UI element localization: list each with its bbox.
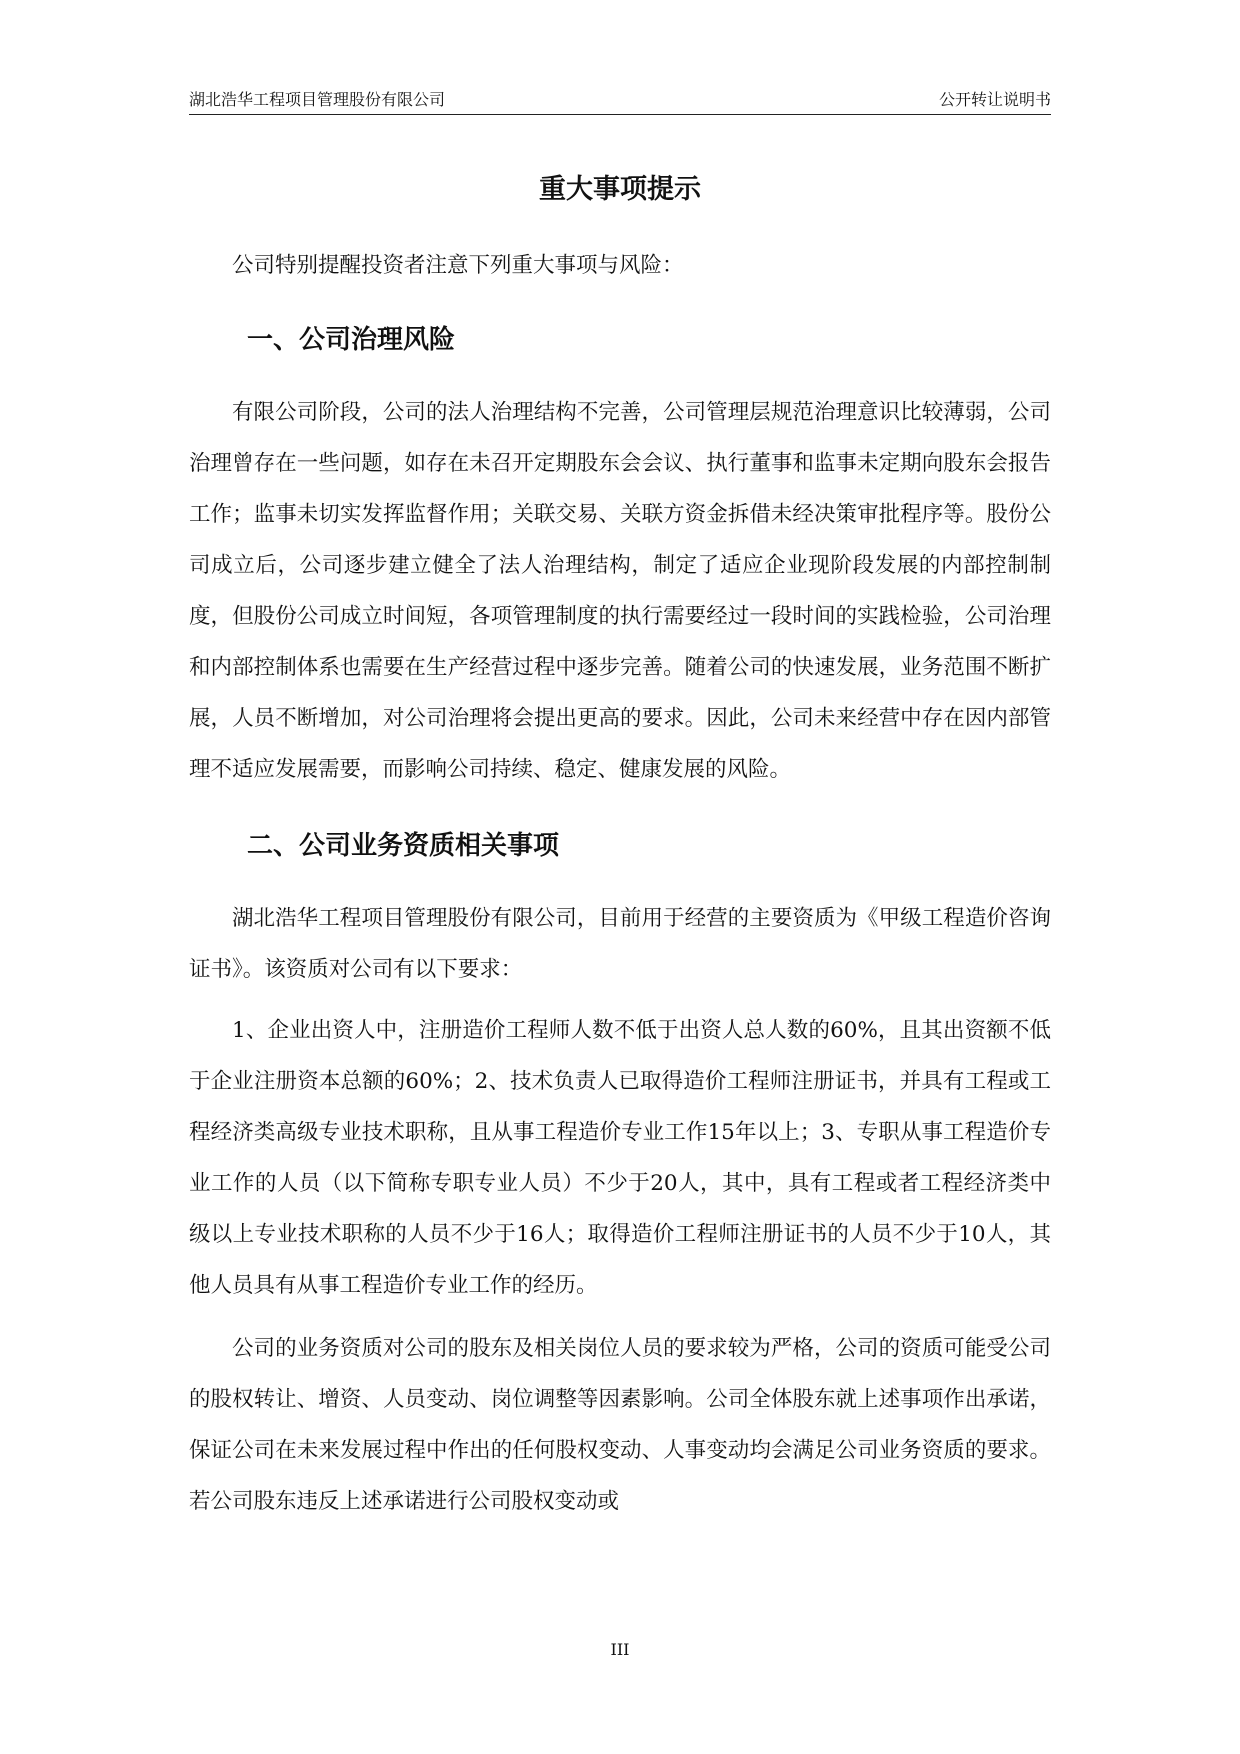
page-title: 重大事项提示 xyxy=(539,174,701,205)
section-heading-qualification: 二、公司业务资质相关事项 xyxy=(247,831,560,861)
section-heading-governance-risk: 一、公司治理风险 xyxy=(247,325,456,355)
header-doc-type: 公开转让说明书 xyxy=(938,90,1051,109)
document-body xyxy=(189,240,1051,1527)
section-paragraph: 湖北浩华工程项目管理股份有限公司，目前用于经营的主要资质为《甲级工程造价咨询证书》。该资质对公司有以下要求： xyxy=(189,906,1051,982)
header-company: 湖北浩华工程项目管理股份有限公司 xyxy=(189,90,446,109)
page-header xyxy=(189,86,1051,115)
intro-paragraph: 公司特别提醒投资者注意下列重大事项与风险： xyxy=(232,253,684,278)
section-paragraph: 1、企业出资人中，注册造价工程师人数不低于出资人总人数的60%，且其出资额不低于企业注册资本总额的60%；2、技术负责人已取得造价工程师注册证书，并具有工程或工程经济类高级专业技术职称，且从事工程造价专业工作15年以上；3、专职从事工程造价专业工作的人员（以下简称专职专业人员）不少于20人，其中，具有工程或者工程经济类中级以上专业技术职称的人员不少于16人；取得造价工程师注册证书的人员不少于10人，其他人员具有从事工程造价专业工作的经历。 xyxy=(189,1018,1051,1298)
section-paragraph: 有限公司阶段，公司的法人治理结构不完善，公司管理层规范治理意识比较薄弱，公司治理曾存在一些问题，如存在未召开定期股东会会议、执行董事和监事未定期向股东会报告工作；监事未切实发挥监督作用；关联交易、关联方资金拆借未经决策审批程序等。股份公司成立后，公司逐步建立健全了法人治理结构，制定了适应企业现阶段发展的内部控制制度，但股份公司成立时间短，各项管理制度的执行需要经过一段时间的实践检验，公司治理和内部控制体系也需要在生产经营过程中逐步完善。随着公司的快速发展，业务范围不断扩展，人员不断增加，对公司治理将会提出更高的要求。因此，公司未来经营中存在因内部管理不适应发展需要，而影响公司持续、稳定、健康发展的风险。 xyxy=(189,400,1051,782)
section-paragraph: 公司的业务资质对公司的股东及相关岗位人员的要求较为严格，公司的资质可能受公司的股权转让、增资、人员变动、岗位调整等因素影响。公司全体股东就上述事项作出承诺，保证公司在未来发展过程中作出的任何股权变动、人事变动均会满足公司业务资质的要求。若公司股东违反上述承诺进行公司股权变动或 xyxy=(189,1336,1051,1514)
page-number: III xyxy=(610,1640,630,1659)
